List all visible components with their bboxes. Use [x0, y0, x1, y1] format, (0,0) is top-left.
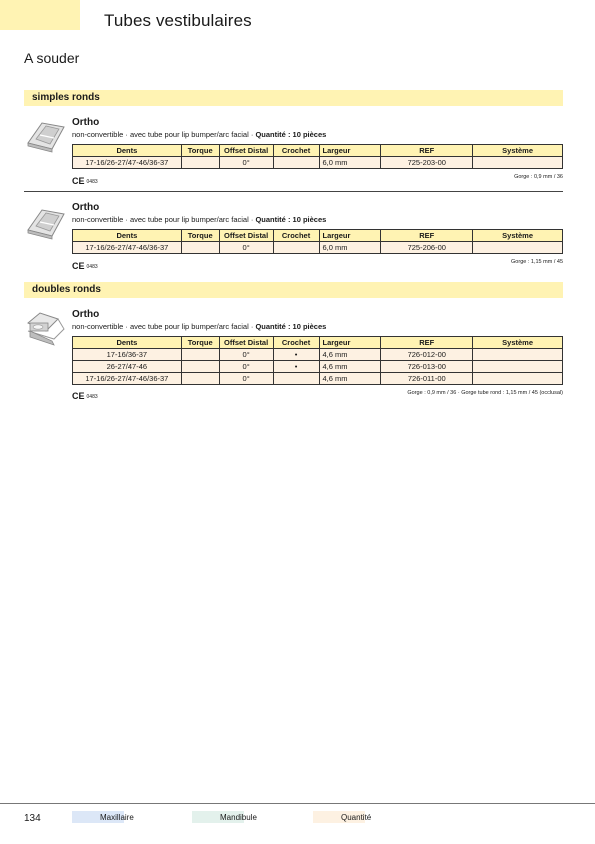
col-header-crochet: Crochet: [273, 337, 319, 349]
category-bar-doubles-ronds: doubles ronds: [24, 282, 563, 298]
col-header-crochet: Crochet: [273, 145, 319, 157]
cell-systeme: [473, 361, 563, 373]
category-bar-simples-ronds: simples ronds: [24, 90, 563, 106]
cell-dents: 17-16/26-27/47-46/36-37: [73, 373, 182, 385]
cell-crochet: •: [273, 349, 319, 361]
product-name: Ortho: [72, 202, 100, 213]
cell-offset: 0°: [219, 361, 273, 373]
product-name: Ortho: [72, 309, 100, 320]
cell-dents: 17-16/26-27/47-46/36-37: [73, 242, 182, 254]
col-header-largeur: Largeur: [319, 337, 381, 349]
section-title: A souder: [24, 50, 80, 66]
ce-mark: CE 0483: [72, 391, 98, 401]
col-header-offset: Offset Distal: [219, 230, 273, 242]
cell-crochet: [273, 157, 319, 169]
cell-torque: [181, 361, 219, 373]
cell-dents: 26-27/47-46: [73, 361, 182, 373]
cell-dents: 17-16/36-37: [73, 349, 182, 361]
col-header-ref: REF: [381, 337, 473, 349]
cell-ref: 725-206-00: [381, 242, 473, 254]
gorge-note: Gorge : 0,9 mm / 36 · Gorge tube rond : 1,15 mm / 45 (occlusal): [407, 390, 563, 396]
cell-torque: [181, 242, 219, 254]
product-description: non-convertible · avec tube pour lip bumper/arc facial · Quantité : 10 pièces: [72, 130, 327, 139]
legend-label-mandibule: Mandibule: [220, 813, 257, 822]
page-number: 134: [24, 813, 41, 824]
spec-table: [72, 336, 563, 385]
gorge-note: Gorge : 1,15 mm / 45: [511, 259, 563, 265]
ce-mark: CE 0483: [72, 261, 98, 271]
footer-divider: [0, 803, 595, 804]
cell-torque: [181, 373, 219, 385]
cell-ref: 726-011-00: [381, 373, 473, 385]
col-header-largeur: Largeur: [319, 145, 381, 157]
product-block: [24, 117, 563, 187]
table-row: [73, 242, 563, 254]
cell-systeme: [473, 157, 563, 169]
legend-label-quantite: Quantité: [341, 813, 372, 822]
table-row: [73, 361, 563, 373]
cell-ref: 726-012-00: [381, 349, 473, 361]
col-header-dents: Dents: [73, 230, 182, 242]
spec-table: [72, 229, 563, 254]
legend-label-maxillaire: Maxillaire: [100, 813, 134, 822]
cell-offset: 0°: [219, 157, 273, 169]
cell-ref: 726-013-00: [381, 361, 473, 373]
spec-table: [72, 144, 563, 169]
col-header-dents: Dents: [73, 145, 182, 157]
cell-systeme: [473, 242, 563, 254]
cell-largeur: 4,6 mm: [319, 361, 381, 373]
col-header-torque: Torque: [181, 145, 219, 157]
product-description: non-convertible · avec tube pour lip bumper/arc facial · Quantité : 10 pièces: [72, 322, 327, 331]
cell-crochet: •: [273, 361, 319, 373]
col-header-systeme: Système: [473, 145, 563, 157]
ce-mark: CE 0483: [72, 176, 98, 186]
cell-systeme: [473, 373, 563, 385]
col-header-ref: REF: [381, 230, 473, 242]
col-header-offset: Offset Distal: [219, 337, 273, 349]
cell-crochet: [273, 373, 319, 385]
table-row: [73, 157, 563, 169]
product-block: [24, 202, 563, 272]
col-header-offset: Offset Distal: [219, 145, 273, 157]
cell-torque: [181, 349, 219, 361]
table-row: [73, 349, 563, 361]
cell-torque: [181, 157, 219, 169]
cell-offset: 0°: [219, 349, 273, 361]
cell-largeur: 4,6 mm: [319, 349, 381, 361]
col-header-crochet: Crochet: [273, 230, 319, 242]
col-header-dents: Dents: [73, 337, 182, 349]
table-row: [73, 373, 563, 385]
col-header-ref: REF: [381, 145, 473, 157]
col-header-largeur: Largeur: [319, 230, 381, 242]
cell-systeme: [473, 349, 563, 361]
corner-tab: [0, 0, 80, 30]
col-header-systeme: Système: [473, 230, 563, 242]
cell-largeur: 4,6 mm: [319, 373, 381, 385]
col-header-torque: Torque: [181, 230, 219, 242]
cell-offset: 0°: [219, 242, 273, 254]
product-block: [24, 309, 563, 404]
double-tube-image: [24, 309, 68, 347]
product-description: non-convertible · avec tube pour lip bumper/arc facial · Quantité : 10 pièces: [72, 215, 327, 224]
cell-offset: 0°: [219, 373, 273, 385]
bracket-tube-image: [24, 202, 68, 240]
cell-ref: 725-203-00: [381, 157, 473, 169]
product-name: Ortho: [72, 117, 100, 128]
bracket-tube-image: [24, 117, 68, 155]
gorge-note: Gorge : 0,9 mm / 36: [514, 174, 563, 180]
col-header-torque: Torque: [181, 337, 219, 349]
col-header-systeme: Système: [473, 337, 563, 349]
cell-largeur: 6,0 mm: [319, 242, 381, 254]
page-title: Tubes vestibulaires: [104, 11, 252, 30]
cell-largeur: 6,0 mm: [319, 157, 381, 169]
cell-crochet: [273, 242, 319, 254]
divider: [24, 191, 563, 192]
cell-dents: 17-16/26-27/47-46/36-37: [73, 157, 182, 169]
